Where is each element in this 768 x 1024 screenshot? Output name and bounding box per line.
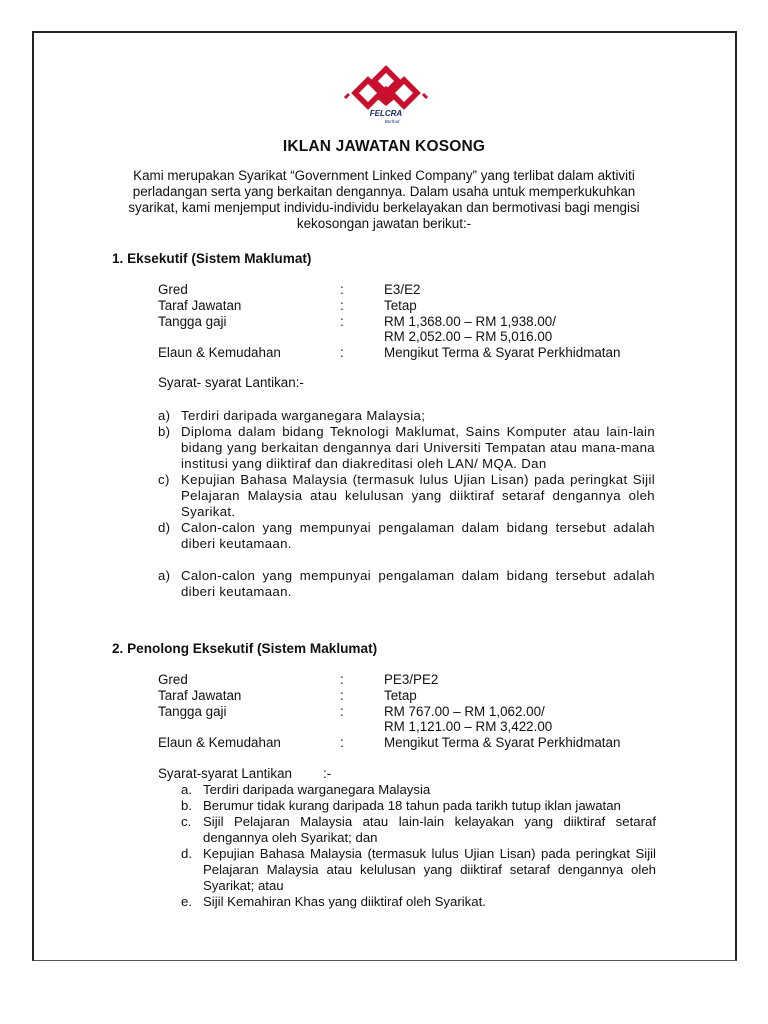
list-marker: b) bbox=[158, 424, 171, 439]
logo-subtext: Berhad bbox=[384, 119, 400, 124]
job-2-label-gaji: Tangga gaji bbox=[158, 704, 227, 719]
job-1-sep-gred: : bbox=[340, 282, 344, 297]
list-item bbox=[158, 408, 655, 424]
job-1-heading: 1. Eksekutif (Sistem Maklumat) bbox=[112, 251, 312, 266]
list-item bbox=[158, 424, 655, 472]
job-1-label-gaji: Tangga gaji bbox=[158, 314, 227, 329]
list-item bbox=[158, 520, 655, 552]
list-marker: d) bbox=[158, 520, 171, 535]
job-1-syarat-heading: Syarat- syarat Lantikan:- bbox=[158, 375, 304, 390]
list-marker: a) bbox=[158, 568, 171, 583]
list-text: Calon-calon yang mempunyai pengalaman dalam bidang tersebut adalah diberi keutamaan. bbox=[181, 520, 655, 551]
felcra-logo bbox=[341, 64, 431, 130]
list-item bbox=[180, 814, 656, 846]
job-1-label-taraf: Taraf Jawatan bbox=[158, 298, 242, 313]
list-item bbox=[180, 846, 656, 894]
job-1-value-gaji: RM 1,368.00 – RM 1,938.00/ bbox=[384, 314, 556, 329]
job-2-sep-gaji: : bbox=[340, 704, 344, 719]
list-text: Kepujian Bahasa Malaysia (termasuk lulus Ujian Lisan) pada peringkat Sijil Pelajaran Malaysia atau kelulusan yang diiktiraf setaraf dengannya oleh Syarikat; atau bbox=[203, 846, 656, 893]
job-2-value-taraf: Tetap bbox=[384, 688, 417, 703]
page-title: IKLAN JAWATAN KOSONG bbox=[282, 138, 486, 155]
job-2-value-gaji-2: RM 1,121.00 – RM 3,422.00 bbox=[384, 719, 553, 734]
list-marker: c) bbox=[158, 472, 170, 487]
list-item bbox=[180, 782, 656, 798]
job-2-label-elaun: Elaun & Kemudahan bbox=[158, 735, 281, 750]
list-text: Sijil Kemahiran Khas yang diiktiraf oleh Syarikat. bbox=[203, 894, 486, 909]
list-marker: a) bbox=[158, 408, 171, 423]
job-1-value-elaun: Mengikut Terma & Syarat Perkhidmatan bbox=[384, 345, 621, 360]
job-1-sep-taraf: : bbox=[340, 298, 344, 313]
list-text: Terdiri daripada warganegara Malaysia bbox=[203, 782, 431, 797]
job-1-label-elaun: Elaun & Kemudahan bbox=[158, 345, 281, 360]
job-2-conditions bbox=[180, 782, 656, 910]
list-item bbox=[158, 472, 655, 520]
job-2-syarat-sep: :- bbox=[323, 766, 332, 781]
list-marker: e. bbox=[181, 894, 192, 909]
job-2-syarat-heading: Syarat-syarat Lantikan bbox=[158, 766, 292, 781]
felcra-logo-icon bbox=[341, 64, 431, 130]
job-2-value-elaun: Mengikut Terma & Syarat Perkhidmatan bbox=[384, 735, 621, 750]
job-1-conditions bbox=[158, 408, 655, 600]
job-1-value-taraf: Tetap bbox=[384, 298, 417, 313]
list-marker: c. bbox=[181, 814, 192, 829]
job-2-sep-gred: : bbox=[340, 672, 344, 687]
job-2-label-gred: Gred bbox=[158, 672, 188, 687]
list-text: Kepujian Bahasa Malaysia (termasuk lulus Ujian Lisan) pada peringkat Sijil Pelajaran Malaysia atau kelulusan yang diiktiraf setaraf dengannya oleh Syarikat. bbox=[181, 472, 655, 519]
job-2-sep-elaun: : bbox=[340, 735, 344, 750]
job-2-value-gaji: RM 767.00 – RM 1,062.00/ bbox=[384, 704, 545, 719]
list-item bbox=[180, 894, 656, 910]
list-item bbox=[180, 798, 656, 814]
job-1-label-gred: Gred bbox=[158, 282, 188, 297]
logo-wordmark: FELCRA bbox=[369, 109, 403, 118]
job-1-sep-elaun: : bbox=[340, 345, 344, 360]
list-marker: a. bbox=[181, 782, 192, 797]
list-text: Terdiri daripada warganegara Malaysia; bbox=[181, 408, 426, 423]
job-1-sep-gaji: : bbox=[340, 314, 344, 329]
intro-paragraph: Kami merupakan Syarikat “Government Linked Company” yang terlibat dalam aktiviti perladangan serta yang berkaitan dengannya. Dalam usaha untuk memperkukuhkan syarikat, kami menjemput individu-individu berkelayakan dan bermotivasi bagi mengisi kekosongan jawatan berikut:- bbox=[128, 168, 640, 231]
job-2-label-taraf: Taraf Jawatan bbox=[158, 688, 242, 703]
list-text: Berumur tidak kurang daripada 18 tahun pada tarikh tutup iklan jawatan bbox=[203, 798, 621, 813]
list-text: Calon-calon yang mempunyai pengalaman dalam bidang tersebut adalah diberi keutamaan. bbox=[181, 568, 655, 599]
job-2-heading: 2. Penolong Eksekutif (Sistem Maklumat) bbox=[112, 641, 378, 656]
job-1-value-gred: E3/E2 bbox=[384, 282, 421, 297]
job-1-value-gaji-2: RM 2,052.00 – RM 5,016.00 bbox=[384, 329, 553, 344]
list-text: Sijil Pelajaran Malaysia atau lain-lain kelayakan yang diiktiraf setaraf dengannya oleh Syarikat; dan bbox=[203, 814, 656, 845]
list-text: Diploma dalam bidang Teknologi Maklumat, Sains Komputer atau lain-lain bidang yang berkaitan dengannya dari Universiti Tempatan atau mana-mana institusi yang diiktiraf dan diakreditasi oleh LAN/ MQA. Dan bbox=[181, 424, 655, 471]
job-2-sep-taraf: : bbox=[340, 688, 344, 703]
list-marker: b. bbox=[181, 798, 192, 813]
list-item bbox=[158, 568, 655, 600]
list-marker: d. bbox=[181, 846, 192, 861]
job-2-value-gred: PE3/PE2 bbox=[384, 672, 439, 687]
